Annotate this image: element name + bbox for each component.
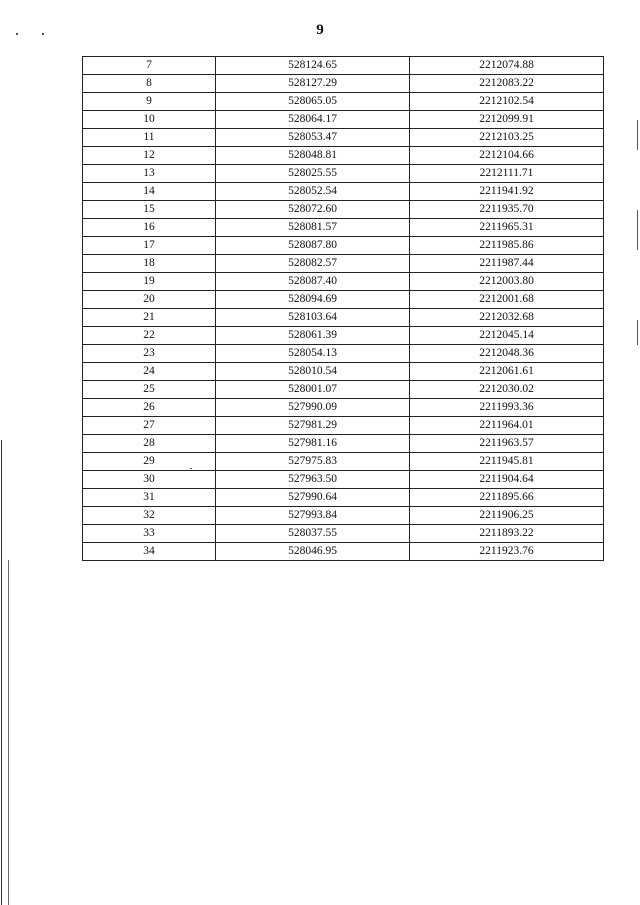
scan-artifact-line xyxy=(1,440,2,905)
table-row xyxy=(83,525,604,543)
y-coordinate-cell: 2212104.66 xyxy=(410,147,604,165)
y-coordinate-cell: 2212102.54 xyxy=(410,93,604,111)
table-row xyxy=(83,309,604,327)
y-coordinate-cell: 2212032.68 xyxy=(410,309,604,327)
x-coordinate-cell: 528087.40 xyxy=(216,273,410,291)
y-coordinate-cell: 2211987.44 xyxy=(410,255,604,273)
x-coordinate-cell: 528065.05 xyxy=(216,93,410,111)
point-number-cell: 9 xyxy=(83,93,216,111)
point-number-cell: 7 xyxy=(83,57,216,75)
x-coordinate-cell: 528025.55 xyxy=(216,165,410,183)
point-number-cell: 14 xyxy=(83,183,216,201)
x-coordinate-cell: 528082.57 xyxy=(216,255,410,273)
table-row xyxy=(83,165,604,183)
table-row xyxy=(83,471,604,489)
x-coordinate-cell: 528087.80 xyxy=(216,237,410,255)
table-row xyxy=(83,543,604,561)
x-coordinate-cell: 528010.54 xyxy=(216,363,410,381)
table-row xyxy=(83,93,604,111)
table-row xyxy=(83,201,604,219)
point-number-cell: 24 xyxy=(83,363,216,381)
y-coordinate-cell: 2211923.76 xyxy=(410,543,604,561)
y-coordinate-cell: 2212074.88 xyxy=(410,57,604,75)
x-coordinate-cell: 527993.84 xyxy=(216,507,410,525)
y-coordinate-cell: 2212045.14 xyxy=(410,327,604,345)
point-number-cell: 32 xyxy=(83,507,216,525)
table-row xyxy=(83,183,604,201)
table-row xyxy=(83,57,604,75)
y-coordinate-cell: 2212083.22 xyxy=(410,75,604,93)
table-row xyxy=(83,417,604,435)
x-coordinate-cell: 527975.83 xyxy=(216,453,410,471)
table-row xyxy=(83,489,604,507)
table-row xyxy=(83,75,604,93)
y-coordinate-cell: 2211895.66 xyxy=(410,489,604,507)
y-coordinate-cell: 2211993.36 xyxy=(410,399,604,417)
x-coordinate-cell: 528127.29 xyxy=(216,75,410,93)
y-coordinate-cell: 2212061.61 xyxy=(410,363,604,381)
point-number-cell: 29 xyxy=(83,453,216,471)
table-row xyxy=(83,327,604,345)
x-coordinate-cell: 528001.07 xyxy=(216,381,410,399)
y-coordinate-cell: 2211941.92 xyxy=(410,183,604,201)
table-row xyxy=(83,129,604,147)
x-coordinate-cell: 528064.17 xyxy=(216,111,410,129)
table-row xyxy=(83,363,604,381)
y-coordinate-cell: 2211964.01 xyxy=(410,417,604,435)
x-coordinate-cell: 528052.54 xyxy=(216,183,410,201)
table-row xyxy=(83,435,604,453)
point-number-cell: 16 xyxy=(83,219,216,237)
x-coordinate-cell: 527990.09 xyxy=(216,399,410,417)
scan-artifact-line xyxy=(637,320,638,345)
x-coordinate-cell: 527981.16 xyxy=(216,435,410,453)
y-coordinate-cell: 2212003.80 xyxy=(410,273,604,291)
x-coordinate-cell: 528094.69 xyxy=(216,291,410,309)
point-number-cell: 27 xyxy=(83,417,216,435)
y-coordinate-cell: 2212111.71 xyxy=(410,165,604,183)
point-number-cell: 25 xyxy=(83,381,216,399)
y-coordinate-cell: 2211963.57 xyxy=(410,435,604,453)
y-coordinate-cell: 2212001.68 xyxy=(410,291,604,309)
table-row xyxy=(83,381,604,399)
y-coordinate-cell: 2212099.91 xyxy=(410,111,604,129)
point-number-cell: 17 xyxy=(83,237,216,255)
point-number-cell: 34 xyxy=(83,543,216,561)
point-number-cell: 20 xyxy=(83,291,216,309)
point-number-cell: 12 xyxy=(83,147,216,165)
x-coordinate-cell: 527963.50 xyxy=(216,471,410,489)
point-number-cell: 15 xyxy=(83,201,216,219)
x-coordinate-cell: 527981.29 xyxy=(216,417,410,435)
y-coordinate-cell: 2211906.25 xyxy=(410,507,604,525)
y-coordinate-cell: 2211945.81 xyxy=(410,453,604,471)
x-coordinate-cell: 528081.57 xyxy=(216,219,410,237)
page-number: 9 xyxy=(316,22,324,38)
point-number-cell: 18 xyxy=(83,255,216,273)
y-coordinate-cell: 2211935.70 xyxy=(410,201,604,219)
x-coordinate-cell: 528048.81 xyxy=(216,147,410,165)
coordinates-table xyxy=(82,56,604,561)
x-coordinate-cell: 528061.39 xyxy=(216,327,410,345)
table-row xyxy=(83,345,604,363)
x-coordinate-cell: 528046.95 xyxy=(216,543,410,561)
point-number-cell: 8 xyxy=(83,75,216,93)
y-coordinate-cell: 2212030.02 xyxy=(410,381,604,399)
y-coordinate-cell: 2212048.36 xyxy=(410,345,604,363)
point-number-cell: 11 xyxy=(83,129,216,147)
x-coordinate-cell: 528072.60 xyxy=(216,201,410,219)
point-number-cell: 10 xyxy=(83,111,216,129)
x-coordinate-cell: 528053.47 xyxy=(216,129,410,147)
table-row xyxy=(83,255,604,273)
coordinates-table-body xyxy=(83,57,604,561)
point-number-cell: 26 xyxy=(83,399,216,417)
point-number-cell: 33 xyxy=(83,525,216,543)
point-number-cell: 13 xyxy=(83,165,216,183)
table-row xyxy=(83,147,604,165)
scan-artifact-line xyxy=(637,210,638,250)
table-row xyxy=(83,507,604,525)
y-coordinate-cell: 2211965.31 xyxy=(410,219,604,237)
x-coordinate-cell: 528054.13 xyxy=(216,345,410,363)
y-coordinate-cell: 2212103.25 xyxy=(410,129,604,147)
y-coordinate-cell: 2211904.64 xyxy=(410,471,604,489)
point-number-cell: 28 xyxy=(83,435,216,453)
table-row xyxy=(83,237,604,255)
table-row xyxy=(83,399,604,417)
x-coordinate-cell: 528103.64 xyxy=(216,309,410,327)
scan-artifact-line xyxy=(8,560,9,905)
table-row xyxy=(83,453,604,471)
point-number-cell: 21 xyxy=(83,309,216,327)
table-row xyxy=(83,219,604,237)
point-number-cell: 30 xyxy=(83,471,216,489)
y-coordinate-cell: 2211985.86 xyxy=(410,237,604,255)
x-coordinate-cell: 528124.65 xyxy=(216,57,410,75)
table-row xyxy=(83,111,604,129)
point-number-cell: 31 xyxy=(83,489,216,507)
x-coordinate-cell: 528037.55 xyxy=(216,525,410,543)
point-number-cell: 22 xyxy=(83,327,216,345)
y-coordinate-cell: 2211893.22 xyxy=(410,525,604,543)
point-number-cell: 19 xyxy=(83,273,216,291)
table-row xyxy=(83,291,604,309)
point-number-cell: 23 xyxy=(83,345,216,363)
table-row xyxy=(83,273,604,291)
scan-artifact-line xyxy=(637,120,638,150)
x-coordinate-cell: 527990.64 xyxy=(216,489,410,507)
